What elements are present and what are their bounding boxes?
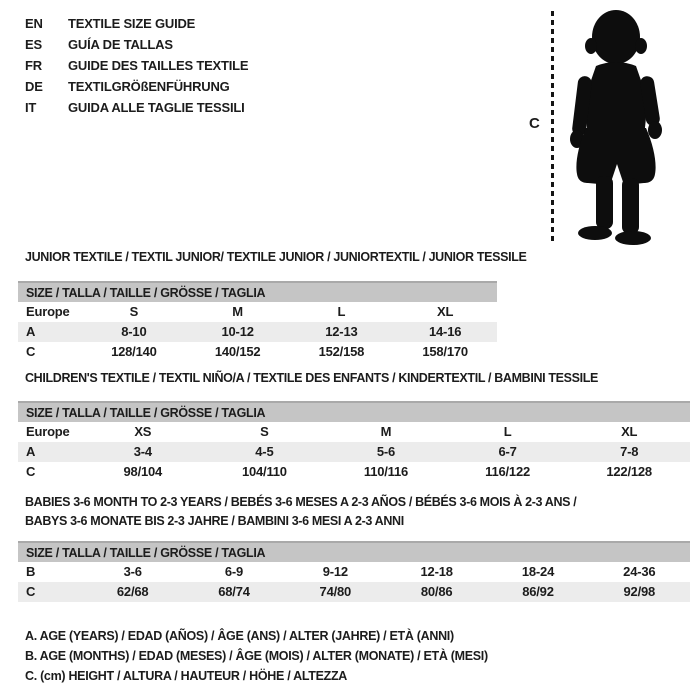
size-cell: S	[260, 424, 269, 439]
size-cell: 128/140	[111, 344, 157, 359]
size-cell: 24-36	[623, 564, 656, 579]
size-cell: 158/170	[422, 344, 468, 359]
size-cell: 86/92	[522, 584, 554, 599]
size-cell: 12-13	[325, 324, 358, 339]
size-cell: 6-7	[498, 444, 517, 459]
size-cell: 5-6	[376, 444, 396, 459]
size-cell: L	[503, 424, 512, 439]
size-cell: 18-24	[521, 564, 555, 579]
section-title-babies	[25, 495, 576, 528]
size-cell: XL	[437, 304, 454, 319]
size-cell: S	[129, 304, 139, 319]
size-cell: 98/104	[123, 464, 163, 479]
measure-label-c: C	[529, 115, 540, 132]
table-row	[18, 322, 497, 342]
table-row	[18, 422, 690, 442]
size-cell: 3-4	[133, 444, 152, 459]
row-label: B	[26, 564, 36, 579]
size-cell: M	[232, 304, 243, 319]
size-cell: 80/86	[420, 584, 453, 599]
size-cell: 116/122	[485, 464, 531, 479]
table-header: SIZE / TALLA / TAILLE / GRÖSSE / TAGLIA	[18, 281, 497, 302]
language-label: TEXTILE SIZE GUIDE	[68, 16, 196, 31]
language-label: GUÍA DE TALLAS	[68, 37, 173, 52]
size-cell: 3-6	[123, 564, 142, 579]
size-cell: 110/116	[363, 464, 409, 479]
size-cell: 62/68	[116, 584, 149, 599]
language-label: GUIDE DES TAILLES TEXTILE	[68, 58, 249, 73]
size-cell: 4-5	[255, 444, 274, 459]
language-label: GUIDA ALLE TAGLIE TESSILI	[68, 100, 245, 115]
size-cell: M	[380, 424, 392, 439]
size-cell: 152/158	[318, 344, 365, 359]
section-title-babies-line1: BABIES 3-6 MONTH TO 2-3 YEARS / BEBÉS 3-6 MESES A 2-3 AÑOS / BÉBÉS 3-6 MOIS À 2-3 ANS /	[25, 495, 577, 509]
size-cell: 6-9	[224, 564, 244, 579]
size-cell: 12-18	[420, 564, 453, 579]
table-row	[18, 302, 497, 322]
footnote-height-cm: C. (cm) HEIGHT / ALTURA / HAUTEUR / HÖHE / ALTEZZA	[25, 669, 348, 683]
table-row	[18, 562, 690, 582]
row-label: C	[26, 584, 36, 599]
size-table-children	[18, 401, 690, 482]
size-cell: 14-16	[429, 324, 462, 339]
language-row	[25, 13, 248, 34]
size-cell: 7-8	[620, 444, 639, 459]
section-title-junior: JUNIOR TEXTILE / TEXTIL JUNIOR/ TEXTILE JUNIOR / JUNIORTEXTIL / JUNIOR TESSILE	[25, 250, 527, 264]
size-cell: 10-12	[221, 324, 254, 339]
table-row	[18, 462, 690, 482]
language-code: IT	[25, 100, 37, 115]
table-row	[18, 582, 690, 602]
size-cell: 122/128	[606, 464, 652, 479]
language-row	[25, 76, 248, 97]
footnotes	[25, 626, 488, 686]
language-code: ES	[25, 37, 42, 52]
size-cell: L	[337, 304, 346, 319]
section-title-children: CHILDREN'S TEXTILE / TEXTIL NIÑO/A / TEXTILE DES ENFANTS / KINDERTEXTIL / BAMBINI TESSILE	[25, 371, 599, 385]
section-title-babies-line2: BABYS 3-6 MONATE BIS 2-3 JAHRE / BAMBINI 3-6 MESI A 2-3 ANNI	[25, 513, 404, 528]
language-code: DE	[25, 79, 43, 94]
height-measure-dashed-line	[551, 11, 554, 244]
size-cell: 140/152	[214, 344, 261, 359]
table-header: SIZE / TALLA / TAILLE / GRÖSSE / TAGLIA	[18, 401, 690, 422]
toddler-silhouette-icon	[558, 6, 698, 248]
language-code: FR	[25, 58, 42, 73]
row-label: A	[26, 444, 36, 459]
row-label: C	[26, 464, 36, 479]
language-row	[25, 97, 248, 118]
language-label: TEXTILGRÖßENFÜHRUNG	[68, 79, 230, 94]
size-cell: XS	[134, 424, 152, 439]
row-label: Europe	[26, 304, 70, 319]
language-list	[25, 13, 248, 118]
language-row	[25, 55, 248, 76]
row-label: A	[26, 324, 36, 339]
row-label: C	[26, 344, 36, 359]
size-cell: 104/110	[241, 464, 287, 479]
language-code: EN	[25, 16, 43, 31]
table-row	[18, 342, 497, 362]
size-cell: 74/80	[319, 584, 352, 599]
row-label: Europe	[26, 424, 70, 439]
table-row	[18, 442, 690, 462]
footnote-age-months: B. AGE (MONTHS) / EDAD (MESES) / ÂGE (MOIS) / ALTER (MONATE) / ETÀ (MESI)	[25, 649, 488, 663]
size-table-junior	[18, 281, 497, 362]
size-cell: XL	[621, 424, 638, 439]
size-cell: 92/98	[623, 584, 656, 599]
size-cell: 9-12	[322, 564, 348, 579]
table-header: SIZE / TALLA / TAILLE / GRÖSSE / TAGLIA	[18, 541, 690, 562]
footnote-age-years: A. AGE (YEARS) / EDAD (AÑOS) / ÂGE (ANS) / ALTER (JAHRE) / ETÀ (ANNI)	[25, 629, 454, 643]
size-cell: 8-10	[121, 324, 147, 339]
size-table-babies	[18, 541, 690, 602]
size-cell: 68/74	[218, 584, 250, 599]
language-row	[25, 34, 248, 55]
